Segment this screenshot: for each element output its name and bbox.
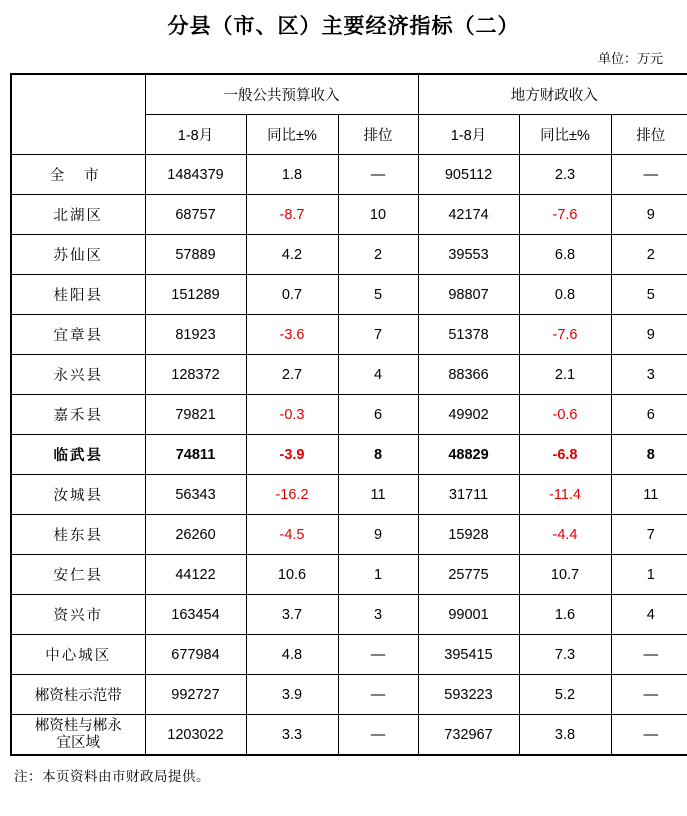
cell-gb-growth: -0.3	[246, 395, 338, 435]
table-row	[11, 355, 687, 395]
cell-gb-rank: —	[338, 715, 418, 756]
row-label: 桂阳县	[11, 275, 145, 315]
cell-gb-amount: 57889	[145, 235, 246, 275]
cell-lf-rank: —	[611, 675, 687, 715]
cell-lf-amount: 99001	[418, 595, 519, 635]
unit-label: 单位：万元	[597, 51, 663, 66]
table-row	[11, 715, 687, 756]
table-row	[11, 595, 687, 635]
cell-lf-amount: 48829	[418, 435, 519, 475]
cell-gb-amount: 26260	[145, 515, 246, 555]
cell-gb-rank: 1	[338, 555, 418, 595]
cell-gb-growth: -3.6	[246, 315, 338, 355]
cell-gb-rank: 9	[338, 515, 418, 555]
cell-lf-growth: -7.6	[519, 195, 611, 235]
cell-lf-amount: 905112	[418, 155, 519, 195]
cell-lf-growth: -11.4	[519, 475, 611, 515]
cell-gb-amount: 56343	[145, 475, 246, 515]
cell-lf-rank: 5	[611, 275, 687, 315]
cell-gb-growth: 4.2	[246, 235, 338, 275]
cell-gb-rank: —	[338, 155, 418, 195]
cell-gb-growth: -16.2	[246, 475, 338, 515]
page-title: 分县（市、区）主要经济指标（二）	[167, 15, 520, 38]
cell-gb-amount: 677984	[145, 635, 246, 675]
subheader-gb-period: 1-8月	[145, 115, 246, 155]
cell-gb-rank: —	[338, 675, 418, 715]
subheader-lf-rank: 排位	[611, 115, 687, 155]
cell-gb-amount: 44122	[145, 555, 246, 595]
cell-lf-rank: 7	[611, 515, 687, 555]
footnote: 注：本页资料由市财政局提供。	[14, 769, 210, 784]
cell-gb-amount: 163454	[145, 595, 246, 635]
cell-lf-amount: 732967	[418, 715, 519, 756]
cell-lf-growth: 7.3	[519, 635, 611, 675]
row-label: 郴资桂与郴永 宜区域	[11, 715, 145, 756]
cell-gb-growth: 0.7	[246, 275, 338, 315]
cell-lf-amount: 88366	[418, 355, 519, 395]
cell-lf-growth: -6.8	[519, 435, 611, 475]
cell-lf-amount: 593223	[418, 675, 519, 715]
cell-gb-rank: 7	[338, 315, 418, 355]
table-header	[11, 74, 687, 155]
cell-lf-growth: 6.8	[519, 235, 611, 275]
cell-gb-growth: -3.9	[246, 435, 338, 475]
table-row	[11, 235, 687, 275]
row-label: 中心城区	[11, 635, 145, 675]
cell-gb-growth: 3.7	[246, 595, 338, 635]
corner-cell	[11, 74, 145, 155]
table-row	[11, 435, 687, 475]
cell-gb-rank: 5	[338, 275, 418, 315]
cell-lf-growth: 2.3	[519, 155, 611, 195]
cell-gb-growth: 4.8	[246, 635, 338, 675]
table-group-header-row	[11, 74, 687, 115]
subheader-lf-growth: 同比±%	[519, 115, 611, 155]
cell-gb-rank: 11	[338, 475, 418, 515]
cell-lf-rank: 3	[611, 355, 687, 395]
cell-gb-growth: 3.3	[246, 715, 338, 756]
cell-gb-growth: -8.7	[246, 195, 338, 235]
table-row	[11, 195, 687, 235]
cell-lf-growth: -4.4	[519, 515, 611, 555]
row-label: 安仁县	[11, 555, 145, 595]
table-row	[11, 275, 687, 315]
cell-lf-rank: 2	[611, 235, 687, 275]
cell-lf-rank: —	[611, 635, 687, 675]
cell-lf-amount: 98807	[418, 275, 519, 315]
cell-lf-amount: 25775	[418, 555, 519, 595]
cell-gb-amount: 151289	[145, 275, 246, 315]
cell-gb-rank: 10	[338, 195, 418, 235]
cell-gb-amount: 68757	[145, 195, 246, 235]
cell-lf-amount: 42174	[418, 195, 519, 235]
row-label: 临武县	[11, 435, 145, 475]
cell-lf-growth: -7.6	[519, 315, 611, 355]
subheader-lf-period: 1-8月	[418, 115, 519, 155]
cell-gb-amount: 81923	[145, 315, 246, 355]
table-row	[11, 635, 687, 675]
group-header-local-finance: 地方财政收入	[418, 74, 687, 115]
table-row	[11, 395, 687, 435]
row-label: 桂东县	[11, 515, 145, 555]
cell-gb-rank: 8	[338, 435, 418, 475]
row-label: 汝城县	[11, 475, 145, 515]
table-row	[11, 555, 687, 595]
cell-lf-rank: 4	[611, 595, 687, 635]
cell-lf-growth: 3.8	[519, 715, 611, 756]
cell-gb-amount: 1203022	[145, 715, 246, 756]
table-row	[11, 155, 687, 195]
row-label: 苏仙区	[11, 235, 145, 275]
table-row	[11, 315, 687, 355]
cell-gb-rank: 3	[338, 595, 418, 635]
cell-lf-growth: 10.7	[519, 555, 611, 595]
cell-lf-amount: 49902	[418, 395, 519, 435]
cell-lf-growth: 2.1	[519, 355, 611, 395]
row-label: 北湖区	[11, 195, 145, 235]
cell-gb-growth: 3.9	[246, 675, 338, 715]
row-label: 宜章县	[11, 315, 145, 355]
cell-lf-amount: 395415	[418, 635, 519, 675]
cell-lf-growth: 5.2	[519, 675, 611, 715]
subheader-gb-growth: 同比±%	[246, 115, 338, 155]
cell-gb-amount: 128372	[145, 355, 246, 395]
cell-gb-amount: 79821	[145, 395, 246, 435]
cell-lf-rank: 6	[611, 395, 687, 435]
cell-lf-growth: 1.6	[519, 595, 611, 635]
row-label: 永兴县	[11, 355, 145, 395]
group-header-general-budget: 一般公共预算收入	[145, 74, 418, 115]
cell-gb-amount: 1484379	[145, 155, 246, 195]
cell-lf-rank: 11	[611, 475, 687, 515]
economic-indicators-table	[10, 73, 687, 756]
cell-gb-rank: —	[338, 635, 418, 675]
row-label: 嘉禾县	[11, 395, 145, 435]
cell-gb-growth: 10.6	[246, 555, 338, 595]
cell-gb-amount: 74811	[145, 435, 246, 475]
cell-lf-amount: 15928	[418, 515, 519, 555]
table-row	[11, 475, 687, 515]
cell-gb-amount: 992727	[145, 675, 246, 715]
cell-lf-amount: 51378	[418, 315, 519, 355]
cell-gb-rank: 4	[338, 355, 418, 395]
row-label: 郴资桂示范带	[11, 675, 145, 715]
cell-lf-rank: 9	[611, 195, 687, 235]
cell-lf-rank: 1	[611, 555, 687, 595]
cell-lf-growth: -0.6	[519, 395, 611, 435]
cell-gb-rank: 2	[338, 235, 418, 275]
table-row	[11, 515, 687, 555]
cell-gb-rank: 6	[338, 395, 418, 435]
cell-lf-growth: 0.8	[519, 275, 611, 315]
cell-lf-rank: —	[611, 155, 687, 195]
cell-gb-growth: -4.5	[246, 515, 338, 555]
subheader-gb-rank: 排位	[338, 115, 418, 155]
table-body	[11, 155, 687, 756]
row-label: 全 市	[11, 155, 145, 195]
cell-lf-rank: 9	[611, 315, 687, 355]
cell-lf-amount: 39553	[418, 235, 519, 275]
cell-gb-growth: 1.8	[246, 155, 338, 195]
row-label: 资兴市	[11, 595, 145, 635]
cell-lf-rank: 8	[611, 435, 687, 475]
cell-lf-rank: —	[611, 715, 687, 756]
table-row	[11, 675, 687, 715]
cell-lf-amount: 31711	[418, 475, 519, 515]
cell-gb-growth: 2.7	[246, 355, 338, 395]
